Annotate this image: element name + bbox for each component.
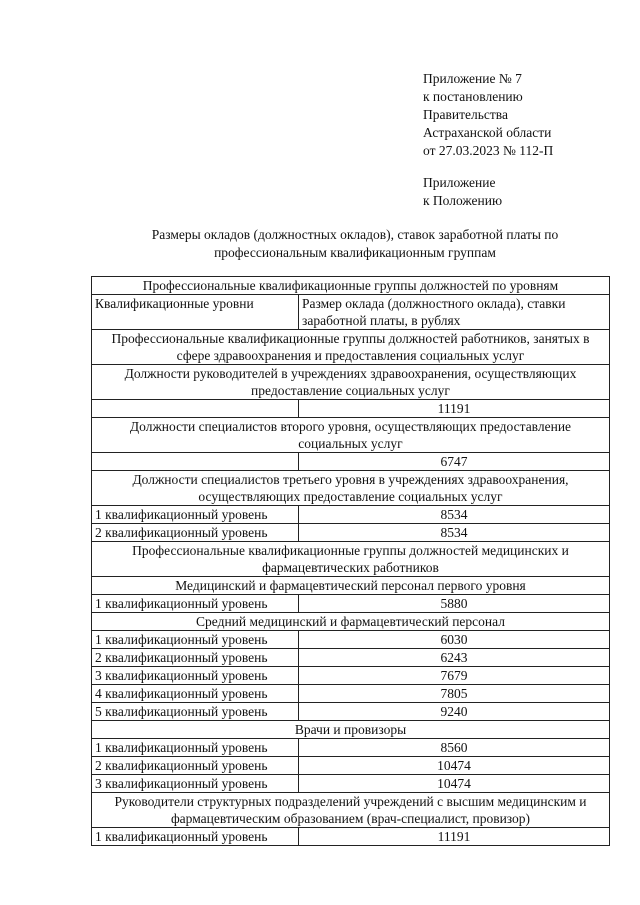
salary-value-cell: 11191 — [299, 400, 610, 418]
section-row — [92, 418, 610, 453]
spacer — [423, 160, 553, 174]
table-row — [92, 453, 610, 471]
section-title: Должности руководителей в учреждениях здравоохранения, осуществляющих предоставление социальных услуг — [92, 365, 610, 400]
table-row — [92, 595, 610, 613]
table-row — [92, 506, 610, 524]
section-row — [92, 613, 610, 631]
salary-table — [91, 276, 610, 846]
attachment-line: Астраханской области — [423, 125, 552, 140]
table-row — [92, 667, 610, 685]
sub-attachment-line: Приложение — [423, 175, 496, 190]
salary-value-cell: 6747 — [299, 453, 610, 471]
table-row — [92, 739, 610, 757]
section-title: Профессиональные квалификационные группы должностей медицинских и фармацевтических работников — [92, 542, 610, 577]
level-cell — [92, 400, 299, 418]
table-row — [92, 524, 610, 542]
attachment-date-line: от 27.03.2023 № 112-П — [423, 143, 554, 158]
section-row — [92, 793, 610, 828]
level-cell: 1 квалификационный уровень — [92, 631, 299, 649]
section-row — [92, 542, 610, 577]
level-cell: 1 квалификационный уровень — [92, 595, 299, 613]
attachment-line: Правительства — [423, 107, 508, 122]
table-row — [92, 631, 610, 649]
table-row — [92, 828, 610, 846]
level-cell: 2 квалификационный уровень — [92, 757, 299, 775]
salary-value-cell: 10474 — [299, 757, 610, 775]
level-cell: 1 квалификационный уровень — [92, 739, 299, 757]
table-column-header-row — [92, 295, 610, 330]
salary-table-body — [92, 277, 610, 846]
salary-value-cell: 5880 — [299, 595, 610, 613]
attachment-block — [423, 70, 553, 210]
level-cell: 1 квалификационный уровень — [92, 506, 299, 524]
section-title: Медицинский и фармацевтический персонал первого уровня — [92, 577, 610, 595]
section-title: Врачи и провизоры — [92, 721, 610, 739]
section-title: Руководители структурных подразделений учреждений с высшим медицинским и фармацевтическим образованием (врач-специалист, провизор) — [92, 793, 610, 828]
section-title: Должности специалистов второго уровня, осуществляющих предоставление социальных услуг — [92, 418, 610, 453]
section-row — [92, 721, 610, 739]
level-cell: 5 квалификационный уровень — [92, 703, 299, 721]
document-title: Размеры окладов (должностных окладов), ставок заработной платы по профессиональным квалификационным группам — [151, 227, 559, 260]
table-row — [92, 757, 610, 775]
salary-value-cell: 10474 — [299, 775, 610, 793]
section-row — [92, 330, 610, 365]
column-header-level: Квалификационные уровни — [92, 295, 299, 330]
salary-value-cell: 8534 — [299, 506, 610, 524]
attachment-line: Приложение № 7 — [423, 71, 522, 86]
section-title: Должности специалистов третьего уровня в учреждениях здравоохранения, осуществляющих предоставление социальных услуг — [92, 471, 610, 506]
level-cell: 2 квалификационный уровень — [92, 649, 299, 667]
table-row — [92, 703, 610, 721]
table-row — [92, 649, 610, 667]
attachment-line: к постановлению — [423, 89, 523, 104]
section-title: Профессиональные квалификационные группы должностей работников, занятых в сфере здравоохранения и предоставления социальных услуг — [92, 330, 610, 365]
section-row — [92, 577, 610, 595]
level-cell: 3 квалификационный уровень — [92, 775, 299, 793]
sub-attachment-line: к Положению — [423, 193, 503, 208]
table-header-main: Профессиональные квалификационные группы должностей по уровням — [92, 277, 610, 295]
level-cell: 3 квалификационный уровень — [92, 667, 299, 685]
salary-value-cell: 8534 — [299, 524, 610, 542]
table-row — [92, 685, 610, 703]
salary-value-cell: 6243 — [299, 649, 610, 667]
table-header-row — [92, 277, 610, 295]
level-cell: 4 квалификационный уровень — [92, 685, 299, 703]
level-cell — [92, 453, 299, 471]
table-row — [92, 400, 610, 418]
salary-value-cell: 7679 — [299, 667, 610, 685]
level-cell: 2 квалификационный уровень — [92, 524, 299, 542]
section-title: Средний медицинский и фармацевтический персонал — [92, 613, 610, 631]
table-row — [92, 775, 610, 793]
column-header-salary: Размер оклада (должностного оклада), ставки заработной платы, в рублях — [299, 295, 610, 330]
salary-value-cell: 9240 — [299, 703, 610, 721]
salary-value-cell: 7805 — [299, 685, 610, 703]
salary-value-cell: 8560 — [299, 739, 610, 757]
section-row — [92, 471, 610, 506]
level-cell: 1 квалификационный уровень — [92, 828, 299, 846]
salary-value-cell: 6030 — [299, 631, 610, 649]
salary-value-cell: 11191 — [299, 828, 610, 846]
section-row — [92, 365, 610, 400]
